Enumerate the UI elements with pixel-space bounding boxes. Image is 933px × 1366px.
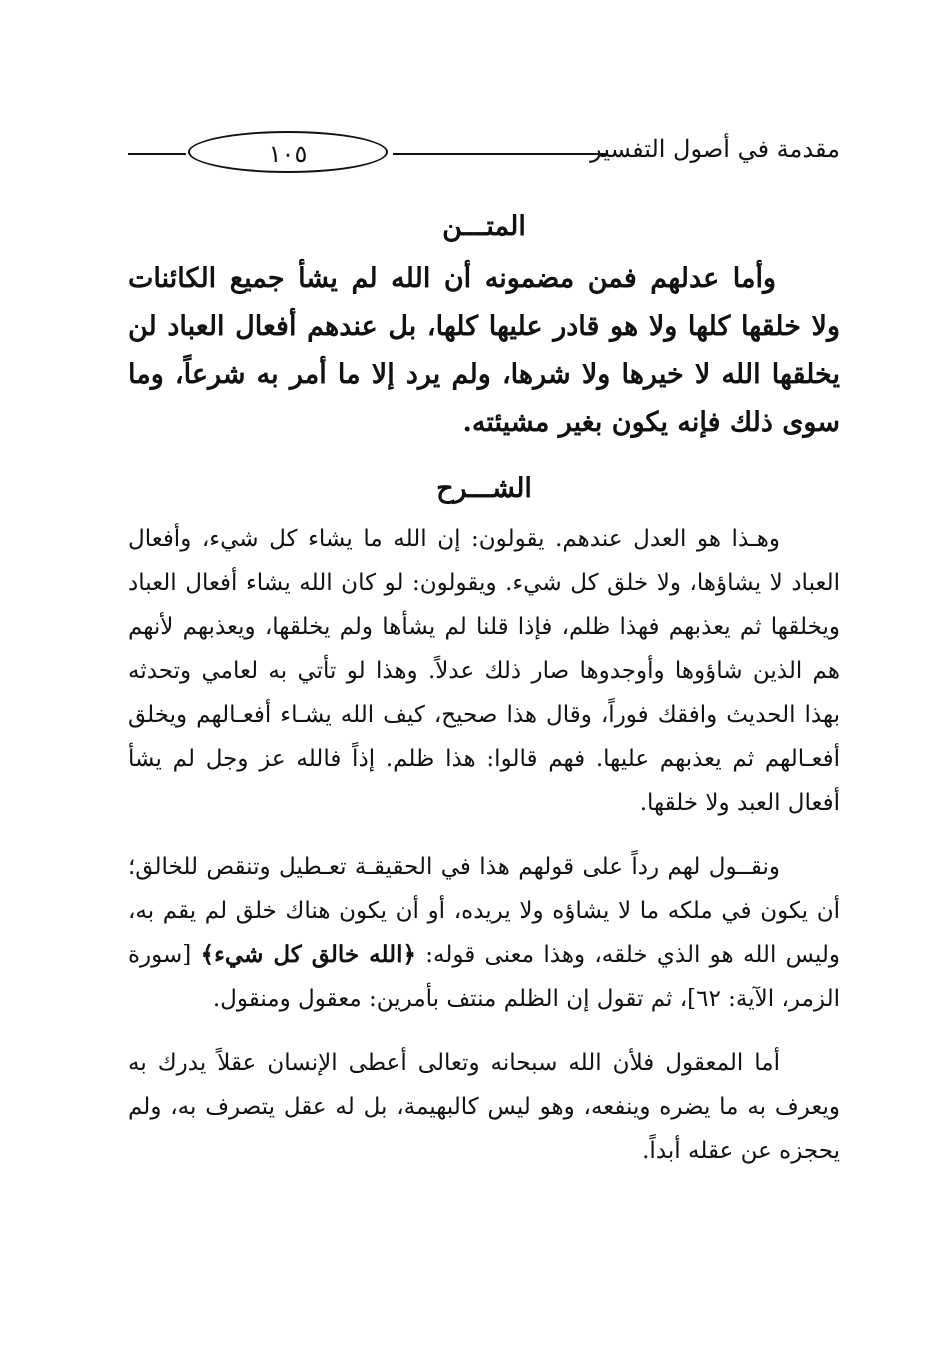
book-title: مقدمة في أصول التفسير — [590, 135, 840, 163]
matn-paragraph: وأما عدلهم فمن مضمونه أن الله لم يشأ جميع الكائنات ولا خلقها كلها ولا هو قادر عليها كلها، بل عندهم أفعال العباد لن يخلقها الله لا خيرها ولا شرها، ولم يرد إلا ما أمر به شرعاً، وما سوى ذلك فإنه يكون بغير مشيئته. — [128, 263, 840, 438]
page-content — [128, 205, 840, 1193]
page-header — [128, 128, 840, 184]
sharh-paragraph-3: أما المعقول فلأن الله سبحانه وتعالى أعطى الإنسان عقلاً يدرك به ويعرف به ما يضره وينفعه، وهو ليس كالبهيمة، بل له عقل يتصرف به، ولم يحجزه عن عقله أبداً. — [128, 1050, 840, 1164]
header-rule-short — [128, 153, 186, 155]
sharh-heading: الشـــرح — [436, 473, 532, 504]
matn-heading: المتـــن — [442, 211, 526, 242]
sharh-paragraph-2 — [128, 845, 840, 1021]
header-rule — [393, 153, 608, 155]
sharh-paragraph-1: وهـذا هو العدل عندهم. يقولون: إن الله ما يشاء كل شيء، وأفعال العباد لا يشاؤها، ولا خلق كل شيء. ويقولون: لو كان الله يشاء أفعال العباد ويخلقها ثم يعذبهم فهذا ظلم، فإذا قلنا لم يشأها ولم يخلقها، ويعذبهم لأنهم هم الذين شاؤوها وأوجدوها صار ذلك عدلاً. وهذا لو تأتي به لعامي وتحدثه بهذا الحديث وافقك فوراً، وقال هذا صحيح، كيف الله يشـاء أفعـالهم ويخلق أفعـالهم ثم يعذبهم عليها. فهم قالوا: هذا ظلم. إذاً فالله عز وجل لم يشأ أفعال العبد ولا خلقها. — [128, 526, 840, 816]
verse-reference: [سورة الزمر، الآية: ٦٢]، ثم تقول إن الظلم منتف بأمرين: معقول ومنقول. — [128, 942, 840, 1012]
page-number: ١٠٥ — [188, 131, 388, 173]
quran-verse: ﴿الله خالق كل شيء﴾ — [200, 941, 416, 968]
sharh-paragraph-2-text: ونقــول لهم رداً على قولهم هذا في الحقيقـة تعـطيل وتنقص للخالق؛ أن يكون في ملكه ما لا يشاؤه ولا يريده، أو أن يكون هناك خلق لم يقم به، وليس الله هو الذي خلقه، وهذا معنى قوله: — [128, 854, 841, 968]
